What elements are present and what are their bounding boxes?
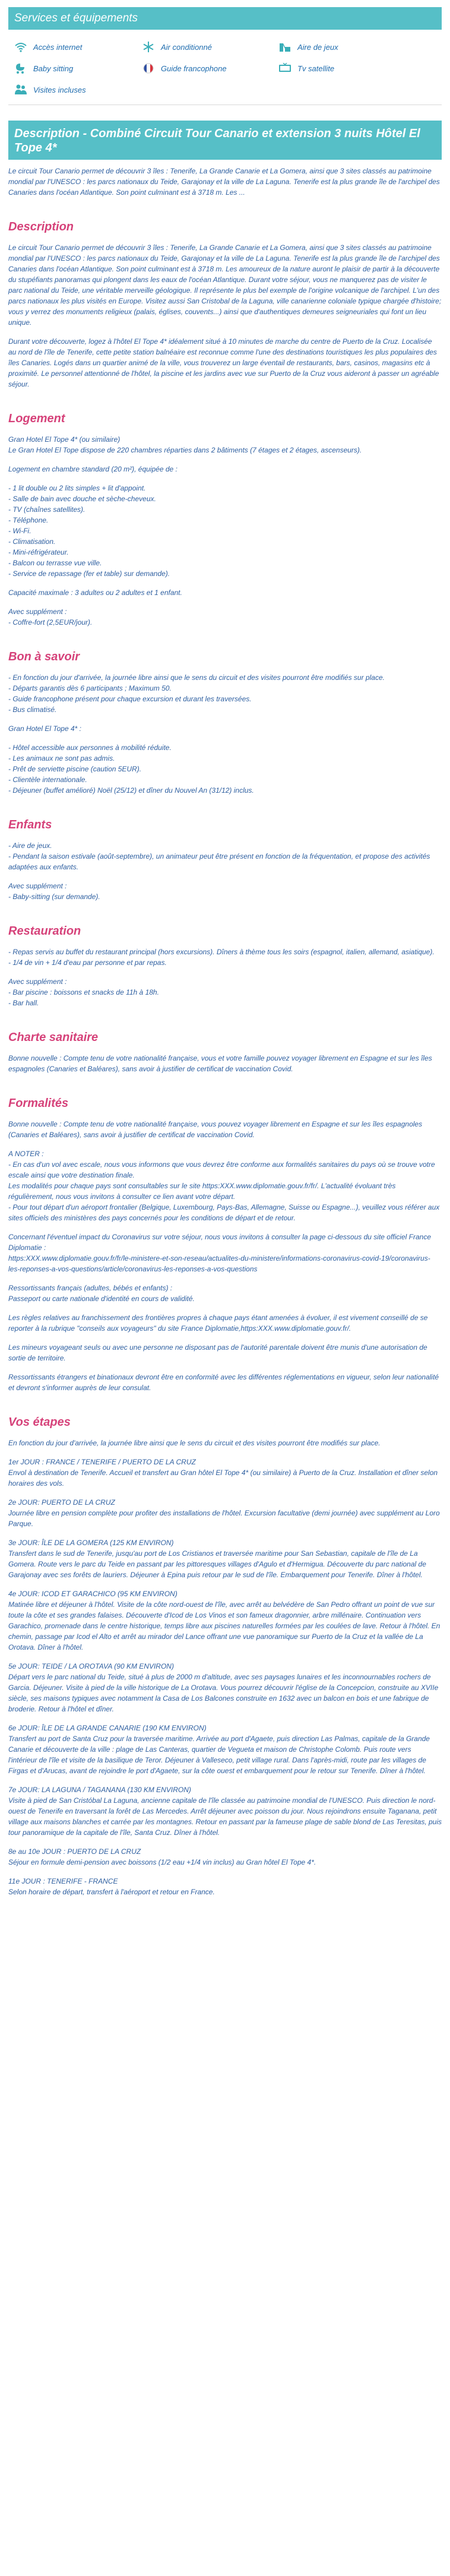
section-paragraph: Les mineurs voyageant seuls ou avec une personne ne disposant pas de l'autorité parentale doivent être munis d'une autorisation de sortie de territoire.: [8, 1343, 427, 1362]
section-paragraph: 3e JOUR: ÎLE DE LA GOMERA (125 KM ENVIRON) Transfert dans le sud de Tenerife, jusqu'au port de Los Cristianos et traversée maritime pour San Sebastian, capitale de l'île de La Gomera. Route vers le parc du Teide en passant par les pittoresques villages d'Agulo et d'Hermigua. Découverte du parc national de Garajonay avec ses forêts de lauriers. Déjeuner à Epina puis retour par le sud de l'île. Embarquement pour Tenerife. Dîner à l'hôtel.: [8, 1539, 426, 1579]
section-paragraph: Gran Hotel El Tope 4* (ou similaire) Le Gran Hotel El Tope dispose de 220 chambres réparties dans 2 bâtiments (7 étages et 2 étages, ascenseurs).: [8, 435, 362, 454]
services-header: Services et équipements: [8, 7, 442, 30]
section-paragraph: Avec supplément : - Bar piscine : boissons et snacks de 11h à 18h. - Bar hall.: [8, 977, 159, 1007]
paragraph-gap: [8, 1140, 442, 1148]
service-label: Visites incluses: [33, 85, 86, 94]
paragraph-gap: [8, 1274, 442, 1283]
section-title-bon-a-savoir: Bon à savoir: [8, 650, 80, 663]
wifi-icon: [14, 40, 27, 53]
section-paragraph: Gran Hotel El Tope 4* :: [8, 724, 81, 733]
paragraph-gap: [8, 1776, 442, 1784]
section-paragraph: Logement en chambre standard (20 m²), équipée de :: [8, 465, 178, 473]
paragraph-gap: [8, 1489, 442, 1497]
paragraph-gap: [8, 1838, 442, 1846]
service-label: Air conditionné: [161, 42, 212, 52]
paragraph-gap: [8, 1448, 442, 1457]
section-paragraph: Capacité maximale : 3 adultes ou 2 adultes et 1 enfant.: [8, 588, 182, 597]
service-internet: [14, 40, 142, 53]
section-title-enfants: Enfants: [8, 818, 52, 831]
section-paragraph: Ressortissants étrangers et binationaux devront être en conformité avec les différentes réglementations en vigueur, selon leur nationalité et devront s'informer auprès de leur consulat.: [8, 1373, 439, 1392]
section-paragraph: - Hôtel accessible aux personnes à mobilité réduite. - Les animaux ne sont pas admis. - Prêt de serviette piscine (caution 5EUR). - Clientèle internationale. - Déjeuner (buffet amélioré) Noël (25/12) et dîner du Nouvel An (31/12) inclus.: [8, 743, 254, 795]
section-paragraph: 11e JOUR : TENERIFE - FRANCE Selon horaire de départ, transfert à l'aéroport et retour en France.: [8, 1877, 215, 1896]
section-paragraph: 5e JOUR: TEIDE / LA OROTAVA (90 KM ENVIRON) Départ vers le parc national du Teide, situé à plus de 2000 m d'altitude, avec ses paysages lunaires et les inconnournables rochers de Garcia. Déjeuner. Visite à pied de la ville historique de La Orotava. Vous pourrez découvrir l'église de la Concepcion, construite au XVIIe siècle, ses maisons typiques avec notamment la Casa de Los Balcones construite en 1632 avec un balcon en bois et une fabrique de broderie. Retour à l'hôtel et dîner.: [8, 1662, 439, 1713]
section-title-restauration: Restauration: [8, 925, 81, 938]
section-paragraph: - Repas servis au buffet du restaurant principal (hors excursions). Dîners à thème tous les soirs (espagnol, italien, allemand, asiatique). - 1/4 de vin + 1/4 d'eau par personne et par repas.: [8, 948, 435, 967]
service-label: Aire de jeux: [297, 42, 338, 52]
description-header: Description - Combiné Circuit Tour Canario et extension 3 nuits Hôtel El Tope 4*: [8, 121, 442, 160]
section-paragraph: A NOTER : - En cas d'un vol avec escale, nous vous informons que vous devrez être conforme aux formalités sanitaires du pays où se trouve votre escale ainsi que votre destination finale. Les modalités pour chaque pays sont consultables sur le site https:XXX.www.diplomatie.gouv.fr/fr/. L'actualité évoluant très régulièrement, nous vous invitons à consulter ce lien avant votre départ. - Pour tout départ d'un aéroport frontalier (Belgique, Luxembourg, Pays-Bas, Allemagne, Suisse ou Espagne...), veuillez vous référer aux sites officiels des ministères des pays concernés pour les conditions de départ et de retour.: [8, 1150, 440, 1222]
paragraph-gap: [8, 968, 442, 976]
paragraph-gap: [8, 1580, 442, 1588]
section-paragraph: - En fonction du jour d'arrivée, la journée libre ainsi que le sens du circuit et des visites pourront être modifiés sur place. - Départs garantis dès 6 participants ; Maximum 50. - Guide francophone présent pour chaque excursion et durant les traversées. - Bus climatisé.: [8, 673, 385, 714]
section-paragraph: En fonction du jour d'arrivée, la journée libre ainsi que le sens du circuit et des visites pourront être modifiés sur place.: [8, 1439, 381, 1447]
service-babysitting: [14, 62, 142, 75]
paragraph-gap: [8, 579, 442, 587]
intro-text: Le circuit Tour Canario permet de découvrir 3 îles : Tenerife, La Grande Canarie et La Gomera, ainsi que 3 sites classés au patrimoine mondial par l'UNESCO : les parcs nationaux du Teide, Garajonay et la ville de La Laguna. Tenerife est la plus grande île de l'archipel des Canaries dans l'océan Atlantique. Son point culminant est à 3718 m. Les ...: [8, 167, 440, 197]
snowflake-icon: [142, 40, 155, 53]
section-title-logement: Logement: [8, 412, 65, 425]
paragraph-gap: [8, 1653, 442, 1661]
service-label: Tv satellite: [297, 64, 335, 73]
paragraph-gap: [8, 1529, 442, 1537]
paragraph-gap: [8, 715, 442, 723]
section-paragraph: Avec supplément : - Coffre-fort (2,5EUR/jour).: [8, 607, 93, 626]
paragraph-gap: [8, 328, 442, 336]
section-paragraph: 7e JOUR: LA LAGUNA / TAGANANA (130 KM ENVIRON) Visite à pied de San Cristóbal La Laguna, ancienne capitale de l'île classée au patrimoine mondial de l'UNESCO. Puis direction le nord-ouest de Tenerife en traversant la forêt de Las Mercedes. Arrêt déjeuner avec poisson du jour. Nous rejoindrons ensuite Taganana, petit village aux maisons blanches et carrée par les montagnes. Retour en passant par la fameuse plage de sable blond de Las Teresitas, puis tour panoramique de la capitale de l'île, Santa Cruz. Dîner à l'hôtel.: [8, 1786, 442, 1837]
sections-container: [8, 220, 442, 1897]
section-paragraph: Bonne nouvelle : Compte tenu de votre nationalité française, vous et votre famille pouvez voyager librement en Espagne et sur les îles espagnoles (Canaries et Baléares), sans avoir à justifier de certificat de vaccination Covid.: [8, 1054, 432, 1073]
paragraph-gap: [8, 1868, 442, 1876]
stroller-icon: [14, 62, 27, 75]
section-paragraph: - Aire de jeux. - Pendant la saison estivale (août-septembre), un animateur peut être présent en fonction de la fréquentation, et propose des activités adaptées aux enfants.: [8, 841, 430, 871]
paragraph-gap: [8, 455, 442, 464]
section-paragraph: 6e JOUR: ÎLE DE LA GRANDE CANARIE (190 KM ENVIRON) Transfert au port de Santa Cruz pour la traversée maritime. Arrivée au port d'Agaete, puis direction Las Palmas, capitale de la Grande Canarie et découverte de la ville : plage de Las Canteras, quartier de Vegueta et maison de Christophe Colomb. Puis route vers l'intérieur de l'île et visite de la basilique de Teror. Déjeuner à Valleseco, petit village rural. Dans l'après-midi, route par les villages de Firgas et d'Arucas, avant de rejoindre le port d'Agaete, sur la côte ouest et embarquement pour le retour sur Tenerife. Dîner à l'hôtel.: [8, 1724, 430, 1775]
section-paragraph: 2e JOUR: PUERTO DE LA CRUZ Journée libre en pension complète pour profiter des installations de l'hôtel. Excursion facultative (demi journée) avec supplément au Loro Parque.: [8, 1498, 440, 1528]
paragraph-gap: [8, 1363, 442, 1372]
section-paragraph: Durant votre découverte, logez à l'hôtel El Tope 4* idéalement situé à 10 minutes de marche du centre de Puerto de la Cruz. Localisée au nord de l'île de Tenerife, cette petite station balnéaire est reconnue comme l'une des destinations touristiques les plus populaires des îles Canaries. Logés dans un quartier animé de la ville, vous trouverez un large éventail de restaurants, bars, casinos, magasins etc à proximité. Le personnel attentionné de l'hôtel, la piscine et les jardins avec vue sur Puerto de la Cruz vous aideront à passer un agréable séjour.: [8, 337, 439, 388]
section-paragraph: Concernant l'éventuel impact du Coronavirus sur votre séjour, nous vous invitons à consulter la page ci-dessous du site officiel France Diplomatie : https:XXX.www.diplomatie.gouv.fr/fr/le-ministere-et-son-reseau/actualites-du-ministere/informations-coronavirus-covid-19/coronavirus-les-reponses-a-vos-questions/article/coronavirus-les-reponses-a-vos-questions: [8, 1233, 431, 1273]
service-playground: [278, 40, 406, 53]
section-paragraph: Le circuit Tour Canario permet de découvrir 3 îles : Tenerife, La Grande Canarie et La Gomera, ainsi que 3 sites classés au patrimoine mondial par l'UNESCO : les parcs nationaux du Teide, Garajonay et la ville de La Laguna. Tenerife est la plus grande île de l'archipel des Canaries dans l'océan Atlantique. Son point culminant est à 3718 m. Les amoureux de la nature auront le plaisir de partir à la découverte du stupéfiants panoramas qui plongent dans les eaux de l'océan Atlantique. Durant votre séjour, vous ne manquerez pas de visiter le parc national du Teide, une véritable merveille géologique. Il représente le plus bel exemple de l'origine volcanique de l'archipel. L'un des parcs nationaux les plus visités en Europe. Visitez aussi San Cristobal de la Laguna, ville canarienne coloniale typique chargée d'histoire; vous y verrez des monuments religieux (palais, églises, couvents...) ainsi que d'authentiques demeures seigneuriales qui font un lieu unique.: [8, 243, 442, 327]
paragraph-gap: [8, 474, 442, 483]
section-paragraph: 1er JOUR : FRANCE / TENERIFE / PUERTO DE LA CRUZ Envol à destination de Tenerife. Accueil et transfert au Gran hôtel El Tope 4* (ou similaire) à Puerto de la Cruz. Installation et dîner selon horaires des vols.: [8, 1458, 438, 1488]
section-paragraph: Les règles relatives au franchissement des frontières propres à chaque pays étant amenées à évoluer, il est vivement conseillé de se reporter à la rubrique "conseils aux voyageurs" du site France Diplomatie,https:XXX.www.diplomatie.gouv.fr/.: [8, 1314, 428, 1333]
paragraph-gap: [8, 598, 442, 606]
section-title-description: Description: [8, 220, 74, 233]
section-paragraph: - 1 lit double ou 2 lits simples + lit d'appoint. - Salle de bain avec douche et sèche-cheveux. - TV (chaînes satellites). - Téléphone. - Wi-Fi. - Climatisation. - Mini-réfrigérateur. - Balcon ou terrasse vue ville. - Service de repassage (fer et table) sur demande).: [8, 484, 170, 578]
paragraph-gap: [8, 872, 442, 881]
services-grid: [8, 30, 442, 105]
section-title-formalites: Formalités: [8, 1097, 69, 1110]
paragraph-gap: [8, 1334, 442, 1342]
service-french-guide: [142, 62, 278, 75]
french-flag-icon: [142, 62, 155, 75]
paragraph-gap: [8, 734, 442, 742]
section-title-charte-sanitaire: Charte sanitaire: [8, 1031, 99, 1044]
service-label: Baby sitting: [33, 64, 74, 73]
tv-icon: [278, 62, 291, 75]
service-label: Accès internet: [33, 42, 83, 52]
paragraph-gap: [8, 1304, 442, 1312]
section-paragraph: 4e JOUR: ICOD ET GARACHICO (95 KM ENVIRON) Matinée libre et déjeuner à l'hôtel. Visite de la côte nord-ouest de l'île, avec arrêt au belvédère de San Pedro offrant un point de vue sur toute la côte et ses grandes falaises. Découverte d'Icod de Los Vinos et son fameux dragonnier, arbre millénaire. Continuation vers Garachico, promenade dans le centre historique, temps libre aux piscines naturelles formées par les coulées de lave. Retour à l'hôtel. En chemin, passage par Icod el Alto et arrêt au mirador del Lance offrant une vue panoramique sur Puerto de la Cruz et la vallée de La Orotava. Dîner à l'hôtel.: [8, 1590, 441, 1651]
people-icon: [14, 83, 27, 96]
section-paragraph: Bonne nouvelle : Compte tenu de votre nationalité française, vous pouvez voyager librement en Espagne et sur les îles espagnoles (Canaries et Baléares), sans avoir à justifier de certificat de vaccination Covid.: [8, 1120, 423, 1139]
service-visits: [14, 83, 142, 96]
paragraph-gap: [8, 1223, 442, 1232]
section-paragraph: Ressortissants français (adultes, bébés et enfants) : Passeport ou carte nationale d'identité en cours de validité.: [8, 1284, 195, 1303]
service-tv: [278, 62, 406, 75]
playground-icon: [278, 40, 291, 53]
section-paragraph: Avec supplément : - Baby-sitting (sur demande).: [8, 882, 100, 901]
paragraph-gap: [8, 1714, 442, 1723]
section-title-vos-etapes: Vos étapes: [8, 1416, 71, 1429]
service-aircon: [142, 40, 278, 53]
service-label: Guide francophone: [161, 64, 227, 73]
section-paragraph: 8e au 10e JOUR : PUERTO DE LA CRUZ Séjour en formule demi-pension avec boissons (1/2 eau +1/4 vin inclus) au Gran hôtel El Tope 4*.: [8, 1847, 316, 1866]
